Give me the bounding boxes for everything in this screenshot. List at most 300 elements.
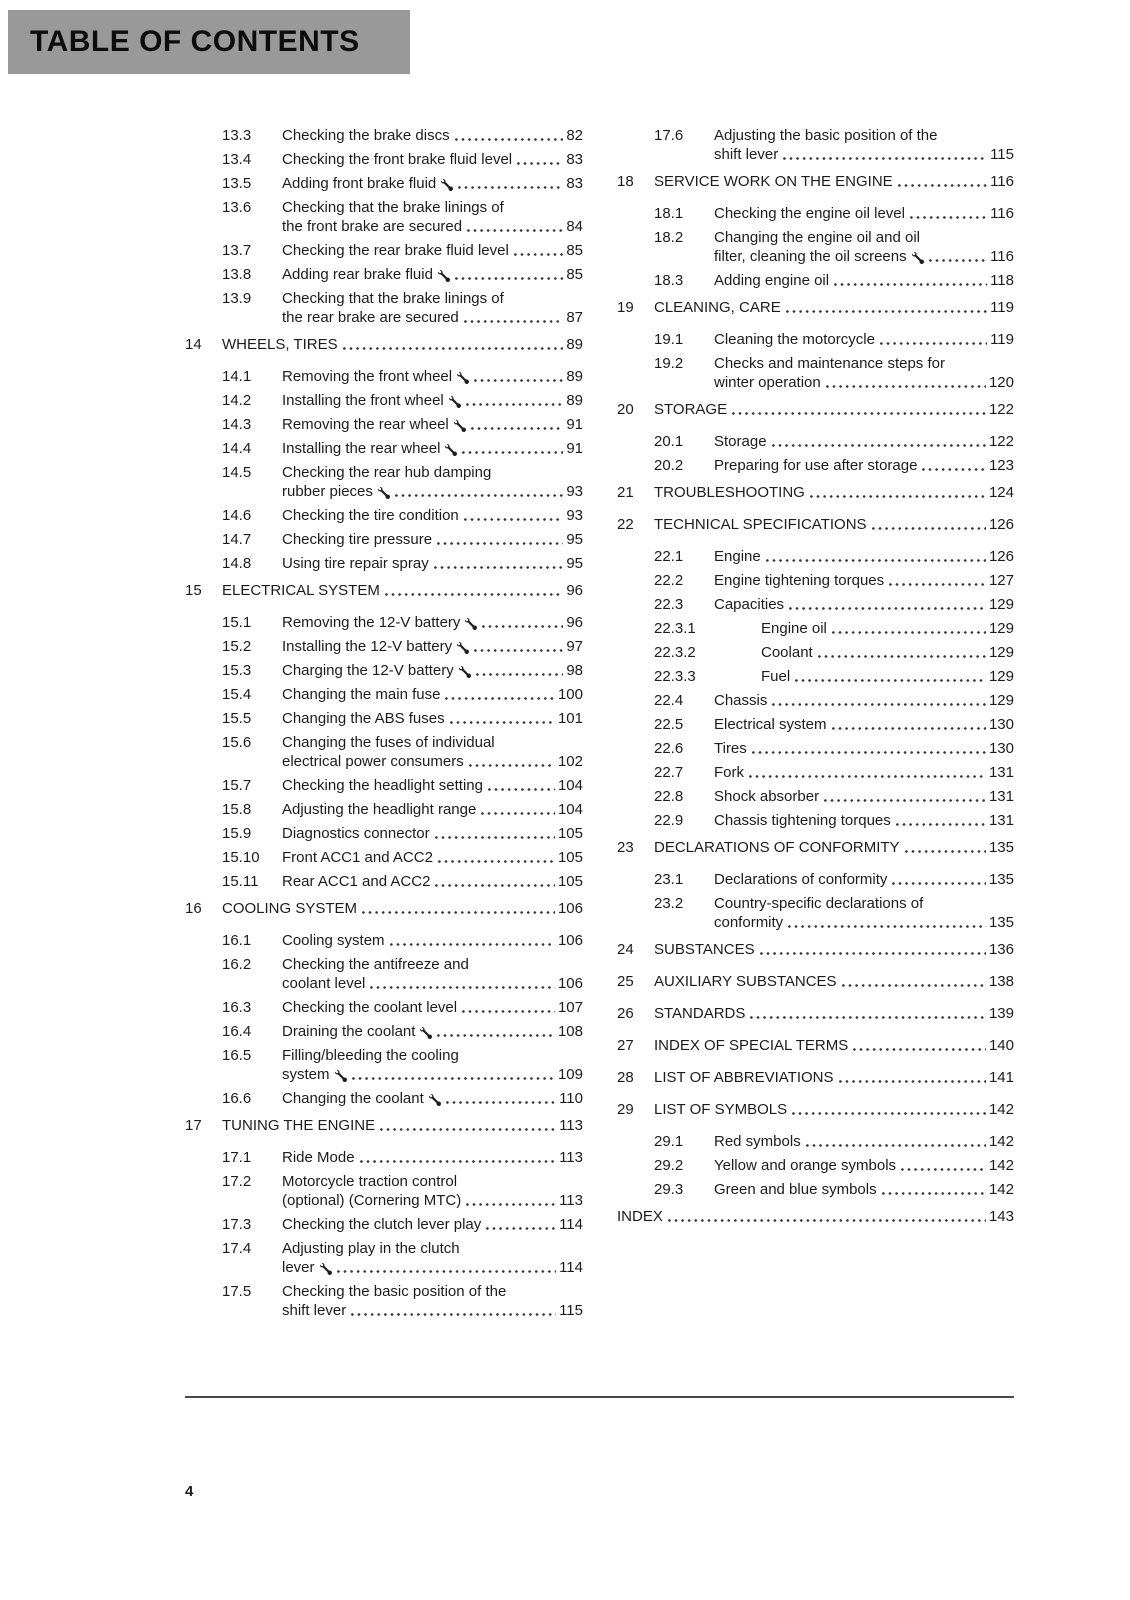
entry-title: TUNING THE ENGINE <box>222 1117 376 1134</box>
section-number: 17.6 <box>654 127 684 144</box>
entry-title: Removing the rear wheel <box>282 416 449 433</box>
entry-content <box>282 554 583 573</box>
entry-content <box>654 972 1014 991</box>
entry-content <box>282 1046 583 1084</box>
entry-title-line: Adjusting play in the clutch <box>282 1240 460 1257</box>
entry-last-line <box>282 848 583 867</box>
entry-title: Shock absorber <box>714 788 820 805</box>
dot-leader <box>892 882 986 885</box>
toc-entry <box>185 530 583 549</box>
section-number: 17.1 <box>222 1149 252 1166</box>
entry-title: Ride Mode <box>282 1149 355 1166</box>
entry-title: SERVICE WORK ON THE ENGINE <box>654 173 893 190</box>
entry-content <box>282 1172 583 1210</box>
section-number: 15.6 <box>222 734 252 751</box>
toc-entry <box>617 204 1014 223</box>
toc-entry <box>185 824 583 843</box>
entry-last-line <box>714 739 1014 758</box>
entry-last-line <box>282 174 583 193</box>
entry-content <box>282 709 583 728</box>
entry-last-line <box>282 974 583 993</box>
page-number: 129 <box>988 596 1014 613</box>
entry-content <box>761 643 1014 662</box>
section-number: 15.2 <box>222 638 252 655</box>
page-number: 142 <box>988 1101 1014 1118</box>
entry-title-line: Checking that the brake linings of <box>282 199 504 216</box>
toc-entry <box>617 298 1014 317</box>
section-number: 14.7 <box>222 531 252 548</box>
entry-title: TECHNICAL SPECIFICATIONS <box>654 516 867 533</box>
entry-content <box>714 126 1014 164</box>
page-number: 129 <box>988 692 1014 709</box>
entry-title: Checking the tire condition <box>282 507 459 524</box>
entry-content <box>714 763 1014 782</box>
entry-content <box>714 739 1014 758</box>
page-number: 93 <box>566 507 583 524</box>
dot-leader <box>360 1160 557 1163</box>
wrench-icon <box>320 1263 332 1275</box>
entry-content <box>714 811 1014 830</box>
page-number: 116 <box>990 248 1014 265</box>
entry-last-line <box>282 367 583 386</box>
section-number: 14.2 <box>222 392 252 409</box>
entry-content <box>714 354 1014 392</box>
toc-entry <box>185 463 583 501</box>
entry-last-line <box>714 432 1014 451</box>
section-number: 25 <box>617 973 634 990</box>
section-number: 22.8 <box>654 788 684 805</box>
page-number: 116 <box>990 205 1014 222</box>
entry-last-line <box>654 172 1014 191</box>
entry-title: the rear brake are secured <box>282 309 459 326</box>
toc-entry <box>617 1156 1014 1175</box>
dot-leader <box>385 593 563 596</box>
entry-content <box>282 289 583 327</box>
toc-entry <box>185 265 583 284</box>
section-number: 26 <box>617 1005 634 1022</box>
toc-entry <box>185 1239 583 1277</box>
page-number: 131 <box>988 764 1014 781</box>
entry-title: electrical power consumers <box>282 753 464 770</box>
section-number: 20.2 <box>654 457 684 474</box>
toc-entry <box>185 174 583 193</box>
entry-title: Changing the main fuse <box>282 686 441 703</box>
entry-title: Installing the front wheel <box>282 392 444 409</box>
toc-entry <box>617 172 1014 191</box>
entry-title-line: Motorcycle traction control <box>282 1173 458 1190</box>
entry-last-line <box>282 439 583 458</box>
section-number: 23.2 <box>654 895 684 912</box>
entry-title: INDEX <box>617 1208 663 1225</box>
entry-content <box>282 776 583 795</box>
entry-content <box>282 150 583 169</box>
entry-content <box>282 391 583 410</box>
entry-content <box>282 998 583 1017</box>
dot-leader <box>390 943 555 946</box>
wrench-icon <box>429 1094 441 1106</box>
entry-content <box>714 595 1014 614</box>
dot-leader <box>455 138 564 141</box>
entry-last-line <box>654 940 1014 959</box>
dot-leader <box>750 1016 986 1019</box>
page-number: 115 <box>990 146 1014 163</box>
entry-title: Checking the engine oil level <box>714 205 905 222</box>
toc-entry <box>617 739 1014 758</box>
dot-leader <box>362 911 555 914</box>
entry-title: Removing the 12-V battery <box>282 614 461 631</box>
entry-title-line: Checking the rear hub damping <box>282 464 492 481</box>
entry-last-line <box>654 400 1014 419</box>
section-number: 14 <box>185 336 202 353</box>
dot-leader <box>395 494 563 497</box>
entry-title: Checking the brake discs <box>282 127 450 144</box>
dot-leader <box>438 860 555 863</box>
entry-title-line: Adjusting the basic position of the <box>714 127 938 144</box>
entry-content <box>282 174 583 193</box>
entry-last-line <box>282 931 583 950</box>
entry-title-line: Filling/bleeding the cooling <box>282 1047 459 1064</box>
entry-title: Engine tightening torques <box>714 572 885 589</box>
entry-content <box>282 1148 583 1167</box>
entry-content <box>282 198 583 236</box>
entry-title: shift lever <box>282 1302 347 1319</box>
section-number: 22.3.3 <box>654 668 696 685</box>
entry-title: Front ACC1 and ACC2 <box>282 849 433 866</box>
dot-leader <box>466 403 564 406</box>
entry-last-line <box>282 1022 583 1041</box>
entry-title: filter, cleaning the oil screens <box>714 248 907 265</box>
entry-title: Removing the front wheel <box>282 368 453 385</box>
page-number: 98 <box>566 662 583 679</box>
entry-title: Declarations of conformity <box>714 871 888 888</box>
dot-leader <box>434 566 564 569</box>
section-number: 15.7 <box>222 777 252 794</box>
toc-entry <box>617 1180 1014 1199</box>
page-number: 106 <box>557 932 583 949</box>
page-number: 104 <box>557 801 583 818</box>
entry-content <box>714 330 1014 349</box>
page-number: 109 <box>557 1066 583 1083</box>
entry-last-line <box>282 637 583 656</box>
entry-content <box>282 800 583 819</box>
toc-entry <box>617 1207 1014 1226</box>
page-number: 105 <box>557 873 583 890</box>
dot-leader <box>834 283 987 286</box>
page-number: 142 <box>988 1181 1014 1198</box>
entry-last-line <box>654 838 1014 857</box>
entry-content <box>282 415 583 434</box>
entry-content <box>714 204 1014 223</box>
entry-last-line <box>714 715 1014 734</box>
section-number: 14.3 <box>222 416 252 433</box>
toc-entry <box>185 613 583 632</box>
entry-title: Coolant <box>761 644 813 661</box>
section-number: 19.2 <box>654 355 684 372</box>
dot-leader <box>486 1227 556 1230</box>
entry-last-line <box>282 800 583 819</box>
section-number: 22.7 <box>654 764 684 781</box>
entry-title: STORAGE <box>654 401 728 418</box>
entry-last-line <box>282 391 583 410</box>
page-number: 96 <box>566 614 583 631</box>
entry-title: the front brake are secured <box>282 218 463 235</box>
toc-entry <box>185 998 583 1017</box>
toc-entry <box>185 1116 583 1135</box>
page-number: 106 <box>557 975 583 992</box>
entry-title: Engine <box>714 548 761 565</box>
dot-leader <box>435 884 555 887</box>
page-number: 135 <box>988 839 1014 856</box>
dot-leader <box>788 925 986 928</box>
entry-title: Red symbols <box>714 1133 801 1150</box>
page-number: 124 <box>988 484 1014 501</box>
entry-content <box>654 1004 1014 1023</box>
section-number: 13.6 <box>222 199 252 216</box>
entry-content <box>761 667 1014 686</box>
page-number: 135 <box>988 871 1014 888</box>
dot-leader <box>462 451 563 454</box>
page-number: 104 <box>557 777 583 794</box>
dot-leader <box>872 527 986 530</box>
page-number: 114 <box>559 1259 583 1276</box>
page-number: 105 <box>557 825 583 842</box>
entry-last-line <box>714 1132 1014 1151</box>
section-number: 16.3 <box>222 999 252 1016</box>
entry-last-line <box>714 691 1014 710</box>
entry-title: Preparing for use after storage <box>714 457 918 474</box>
toc-entry <box>185 733 583 771</box>
entry-last-line <box>282 776 583 795</box>
entry-title: Checking the coolant level <box>282 999 458 1016</box>
entry-content <box>222 1116 583 1135</box>
toc-entry <box>185 800 583 819</box>
section-number: 15.5 <box>222 710 252 727</box>
entry-content <box>282 1022 583 1041</box>
entry-content <box>714 1156 1014 1175</box>
entry-last-line <box>282 872 583 891</box>
entry-title: Electrical system <box>714 716 827 733</box>
dot-leader <box>343 347 564 350</box>
section-number: 14.4 <box>222 440 252 457</box>
entry-last-line <box>282 126 583 145</box>
section-number: 20 <box>617 401 634 418</box>
section-number: 22.1 <box>654 548 684 565</box>
section-number: 17.4 <box>222 1240 252 1257</box>
entry-title: Checking the front brake fluid level <box>282 151 513 168</box>
dot-leader <box>435 836 555 839</box>
page-number: 142 <box>988 1133 1014 1150</box>
dot-leader <box>880 342 987 345</box>
entry-last-line <box>761 619 1014 638</box>
section-number: 24 <box>617 941 634 958</box>
entry-last-line <box>714 247 1014 266</box>
entry-last-line <box>714 145 1014 164</box>
dot-leader <box>455 277 563 280</box>
section-number: 15.8 <box>222 801 252 818</box>
entry-title: Changing the coolant <box>282 1090 424 1107</box>
page-number: 123 <box>988 457 1014 474</box>
dot-leader <box>337 1270 557 1273</box>
page-number: 110 <box>559 1090 583 1107</box>
toc-entry <box>185 955 583 993</box>
entry-last-line <box>714 571 1014 590</box>
entry-last-line <box>714 811 1014 830</box>
entry-last-line <box>282 613 583 632</box>
section-number: 15.9 <box>222 825 252 842</box>
entry-content <box>714 787 1014 806</box>
entry-title-line: Country-specific declarations of <box>714 895 924 912</box>
section-number: 18.2 <box>654 229 684 246</box>
page-number: 127 <box>988 572 1014 589</box>
entry-content <box>282 367 583 386</box>
entry-title: Cleaning the motorcycle <box>714 331 875 348</box>
entry-title: Adjusting the headlight range <box>282 801 477 818</box>
entry-last-line <box>654 515 1014 534</box>
entry-title: LIST OF SYMBOLS <box>654 1101 788 1118</box>
section-number: 22 <box>617 516 634 533</box>
section-number: 15.10 <box>222 849 260 866</box>
dot-leader <box>929 259 987 262</box>
toc-entry <box>185 1172 583 1210</box>
entry-title: CLEANING, CARE <box>654 299 781 316</box>
section-number: 17.2 <box>222 1173 252 1190</box>
wrench-icon <box>465 618 477 630</box>
section-number: 13.7 <box>222 242 252 259</box>
entry-title: WHEELS, TIRES <box>222 336 338 353</box>
toc-entry <box>617 811 1014 830</box>
page-header <box>8 10 410 74</box>
entry-content <box>654 172 1014 191</box>
page-number: 95 <box>566 555 583 572</box>
dot-leader <box>517 162 563 165</box>
entry-last-line <box>282 506 583 525</box>
toc-entry <box>185 241 583 260</box>
dot-leader <box>789 607 986 610</box>
dot-leader <box>760 952 986 955</box>
toc-entry <box>185 198 583 236</box>
entry-last-line <box>714 595 1014 614</box>
entry-content <box>714 571 1014 590</box>
entry-last-line <box>282 1148 583 1167</box>
section-number: 20.1 <box>654 433 684 450</box>
dot-leader <box>882 1192 986 1195</box>
dot-leader <box>732 412 986 415</box>
entry-last-line <box>617 1207 1014 1226</box>
wrench-icon <box>445 444 457 456</box>
wrench-icon <box>457 372 469 384</box>
entry-title: Using tire repair spray <box>282 555 429 572</box>
entry-title: Diagnostics connector <box>282 825 430 842</box>
section-number: 19.1 <box>654 331 684 348</box>
dot-leader <box>351 1313 556 1316</box>
section-number: 16.6 <box>222 1090 252 1107</box>
page-number: 143 <box>988 1208 1014 1225</box>
toc-entry <box>617 667 1014 686</box>
section-number: 22.3.2 <box>654 644 696 661</box>
entry-last-line <box>714 456 1014 475</box>
entry-last-line <box>282 1215 583 1234</box>
entry-title: Fuel <box>761 668 791 685</box>
toc-entry <box>617 483 1014 502</box>
page-number: 129 <box>988 644 1014 661</box>
toc-entry <box>185 367 583 386</box>
entry-content <box>761 619 1014 638</box>
toc-entry <box>185 661 583 680</box>
toc-entry <box>617 456 1014 475</box>
section-number: 17 <box>185 1117 202 1134</box>
entry-last-line <box>654 1100 1014 1119</box>
entry-content <box>282 661 583 680</box>
section-number: 18.1 <box>654 205 684 222</box>
page-number: 136 <box>988 941 1014 958</box>
toc-entry <box>617 271 1014 290</box>
entry-title: Fork <box>714 764 744 781</box>
wrench-icon <box>912 252 924 264</box>
entry-title: Adding engine oil <box>714 272 830 289</box>
entry-content <box>282 506 583 525</box>
entry-title-line: Checking the basic position of the <box>282 1283 507 1300</box>
toc-entry <box>185 1148 583 1167</box>
page-number: 126 <box>988 516 1014 533</box>
entry-last-line <box>282 482 583 501</box>
page-number: 85 <box>566 242 583 259</box>
toc-entry <box>617 1132 1014 1151</box>
section-number: 16 <box>185 900 202 917</box>
toc-entry <box>185 1089 583 1108</box>
section-number: 13.8 <box>222 266 252 283</box>
entry-content <box>282 637 583 656</box>
page-number: 131 <box>988 812 1014 829</box>
section-number: 22.3.1 <box>654 620 696 637</box>
section-number: 14.8 <box>222 555 252 572</box>
entry-title: rubber pieces <box>282 483 373 500</box>
toc-entry <box>185 391 583 410</box>
dot-leader <box>352 1077 555 1080</box>
page-number: 140 <box>988 1037 1014 1054</box>
section-number: 14.1 <box>222 368 252 385</box>
dot-leader <box>810 495 986 498</box>
entry-title: winter operation <box>714 374 821 391</box>
page-number: 84 <box>566 218 583 235</box>
entry-title: Green and blue symbols <box>714 1181 877 1198</box>
entry-content <box>282 613 583 632</box>
toc-entry <box>185 581 583 600</box>
section-number: 29.3 <box>654 1181 684 1198</box>
page-number: 108 <box>557 1023 583 1040</box>
page-number: 102 <box>557 753 583 770</box>
entry-last-line <box>222 335 583 354</box>
dot-leader <box>772 703 986 706</box>
entry-content <box>654 515 1014 534</box>
section-number: 15.4 <box>222 686 252 703</box>
section-number: 16.1 <box>222 932 252 949</box>
entry-content <box>654 400 1014 419</box>
entry-content <box>282 685 583 704</box>
entry-last-line <box>714 1180 1014 1199</box>
entry-last-line <box>714 204 1014 223</box>
page-number: 138 <box>988 973 1014 990</box>
toc-entry <box>185 848 583 867</box>
entry-title: Checking the headlight setting <box>282 777 483 794</box>
entry-content <box>282 955 583 993</box>
page-number: 116 <box>990 173 1014 190</box>
entry-title: system <box>282 1066 330 1083</box>
page-number: 85 <box>566 266 583 283</box>
toc-entry <box>617 763 1014 782</box>
page-number: 91 <box>566 416 583 433</box>
entry-last-line <box>282 709 583 728</box>
dot-leader <box>772 444 986 447</box>
